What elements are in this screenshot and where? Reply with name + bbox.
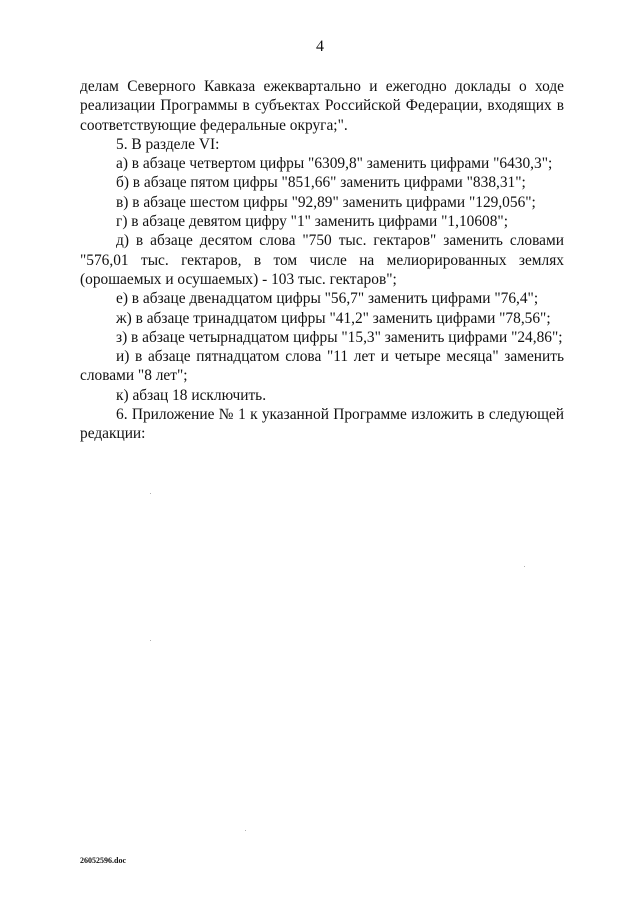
paragraph-item-d: д) в абзаце десятом слова "750 тыс. гектаров" заменить словами "576,01 тыс. гектаров, в том числе на мелиорированных землях (орошаемых и осушаемых) - 103 тыс. гектаров"; bbox=[80, 232, 564, 288]
paragraph-continuation: делам Северного Кавказа ежеквартально и ежегодно доклады о ходе реализации Программы в субъектах Российской Федерации, входящих в соответствующие федеральные округа;". bbox=[80, 78, 564, 134]
scan-speck bbox=[150, 640, 151, 641]
paragraph-item-a: а) в абзаце четвертом цифры "6309,8" заменить цифрами "6430,3"; bbox=[116, 155, 553, 173]
paragraph-item-zh: ж) в абзаце тринадцатом цифры "41,2" заменить цифрами "78,56"; bbox=[116, 309, 551, 327]
scan-speck bbox=[150, 493, 151, 494]
paragraph-section-6-appendix: 6. Приложение № 1 к указанной Программе изложить в следующей редакции: bbox=[80, 406, 564, 443]
paragraph-item-i: и) в абзаце пятнадцатом слова "11 лет и четыре месяца" заменить словами "8 лет"; bbox=[80, 348, 564, 385]
paragraph-item-k: к) абзац 18 исключить. bbox=[116, 386, 267, 404]
page-number: 4 bbox=[316, 38, 324, 55]
paragraph-item-b: б) в абзаце пятом цифры "851,66" заменить цифрами "838,31"; bbox=[116, 174, 526, 192]
paragraph-item-e: е) в абзаце двенадцатом цифры "56,7" заменить цифрами "76,4"; bbox=[116, 290, 539, 308]
scan-speck bbox=[524, 566, 525, 567]
paragraph-item-z: з) в абзаце четырнадцатом цифры "15,3" заменить цифрами "24,86"; bbox=[116, 328, 563, 346]
footer-file-name: 26052596.doc bbox=[80, 856, 126, 865]
document-body bbox=[80, 77, 564, 444]
paragraph-item-v: в) в абзаце шестом цифры "92,89" заменить цифрами "129,056"; bbox=[116, 193, 536, 211]
paragraph-item-g: г) в абзаце девятом цифру "1" заменить цифрами "1,10608"; bbox=[116, 213, 508, 231]
paragraph-section-6-heading: 5. В разделе VI: bbox=[116, 135, 220, 153]
scan-speck bbox=[245, 830, 246, 831]
